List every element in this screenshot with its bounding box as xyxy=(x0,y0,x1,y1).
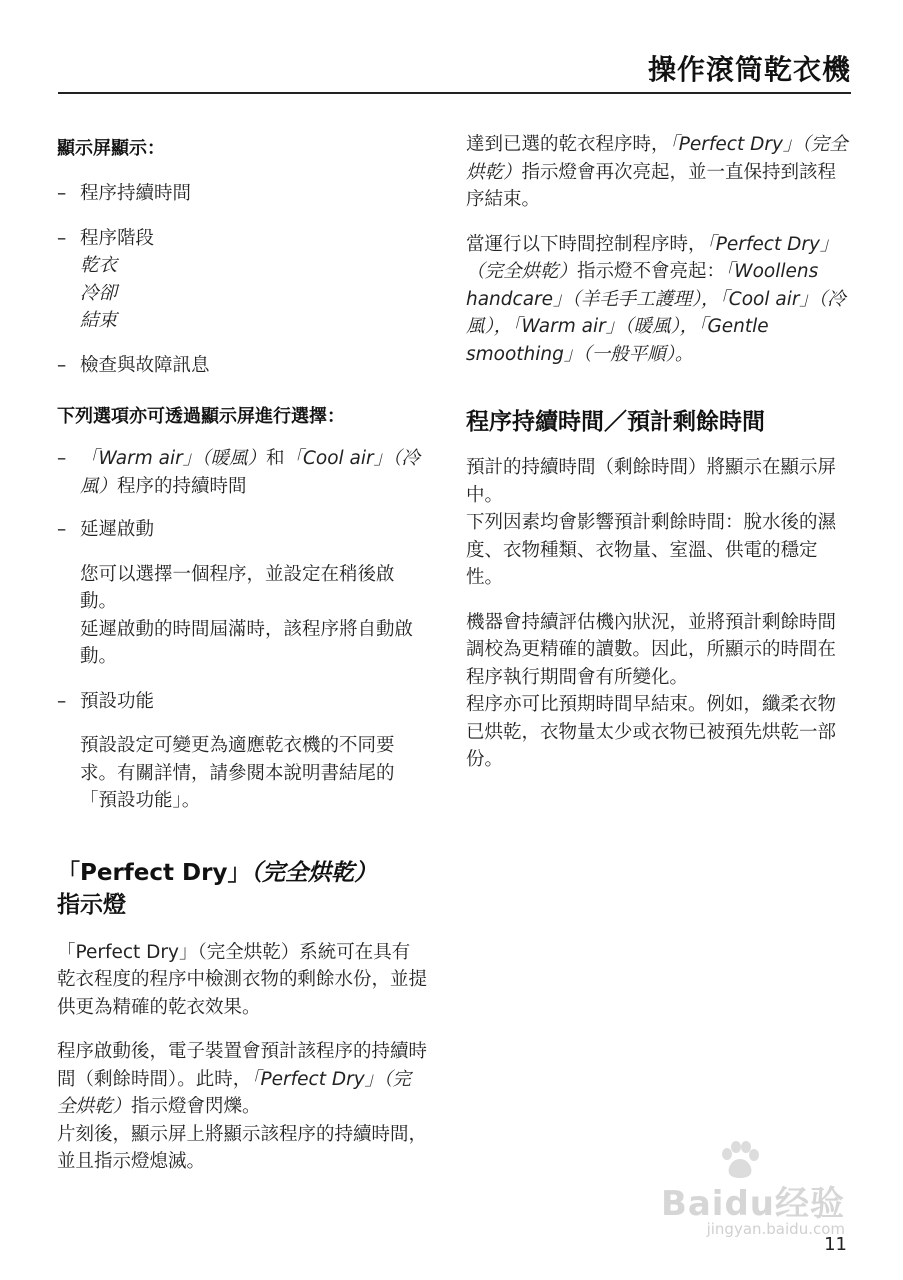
list-dash: – xyxy=(57,448,67,469)
display-item-fault: 檢查與故障訊息 xyxy=(80,354,210,376)
delay-start-p1: 您可以選擇一個程序，並設定在稍後啟動。 xyxy=(80,563,395,612)
right-paragraph-5: 機器會持續評估機內狀況，並將預計剩餘時間調校為更精確的讀數。因此，所顯示的時間在程序執行期間會有所變化。 xyxy=(466,611,837,688)
rp2-text-mid: 指示燈不會亮起： xyxy=(577,261,726,282)
pd-p2-text: 程序啟動後，電子裝置會預計該程序的持續時間（剩餘時間）。此時， xyxy=(57,1041,428,1090)
right-paragraph-2 xyxy=(466,231,852,369)
option-presets: 預設功能 xyxy=(80,690,155,712)
phase-drying: 乾衣 xyxy=(80,255,118,276)
list-item xyxy=(57,445,427,500)
rp2-program-list: 「Woollens handcare」（羊毛手工護理），「Cool air」（冷風），「Warm air」（暖風），「Gentle smoothing」（一般平順）。 xyxy=(466,261,846,365)
page-number: 11 xyxy=(824,1234,847,1255)
rp1-text-end: 指示燈會再次亮起，並一直保持到該程序結束。 xyxy=(466,161,837,210)
pd-p2-text-end: 指示燈會閃爍。 xyxy=(131,1096,261,1117)
list-dash: – xyxy=(57,519,67,540)
presets-p1: 預設設定可變更為適應乾衣機的不同要求。有關詳情，請參閱本說明書結尾的「預設功能」。 xyxy=(80,735,395,811)
list-dash: – xyxy=(57,227,67,249)
pd-heading-b: （完全烘乾） xyxy=(250,859,377,886)
pd-paragraph-3: 片刻後，顯示屏上將顯示該程序的持續時間，並且指示燈熄滅。 xyxy=(57,1123,428,1172)
left-column xyxy=(57,130,427,1176)
paw-icon xyxy=(717,1140,763,1180)
options-heading: 下列選項亦可透過顯示屏進行選擇： xyxy=(57,406,345,427)
list-dash: – xyxy=(57,354,67,376)
list-dash: – xyxy=(57,690,67,712)
option-conj: 和 xyxy=(265,448,285,469)
pd-paragraph-2 xyxy=(57,1038,427,1121)
rp1-italic: 「Perfect Dry」（完全烘乾） xyxy=(466,134,848,183)
list-item xyxy=(57,225,427,335)
duration-heading: 程序持續時間／預計剩餘時間 xyxy=(466,409,765,435)
pd-p2-italic: 「Perfect Dry」（完全烘乾） xyxy=(57,1068,411,1117)
perfect-dry-heading xyxy=(57,857,427,921)
phase-end: 結束 xyxy=(80,310,118,331)
header-rule xyxy=(58,92,851,94)
option-delay-start: 延遲啟動 xyxy=(80,519,155,540)
watermark-main: Baidu经验 xyxy=(660,1184,845,1224)
display-item-phase: 程序階段 xyxy=(80,227,155,249)
right-paragraph-4: 下列因素均會影響預計剩餘時間：脫水後的濕度、衣物種類、衣物量、室溫、供電的穩定性。 xyxy=(466,512,837,588)
list-item xyxy=(57,180,427,208)
option-cool-air: 「Cool air」（冷風） xyxy=(80,448,420,497)
right-paragraph-3: 預計的持續時間（剩餘時間）將顯示在顯示屏中。 xyxy=(466,457,837,506)
pd-heading-line2: 指示燈 xyxy=(57,891,126,918)
right-column xyxy=(466,131,852,774)
display-item-duration: 程序持續時間 xyxy=(80,183,192,204)
pd-heading-a: 「Perfect Dry」 xyxy=(57,859,251,886)
option-duration-text: 程序的持續時間 xyxy=(117,475,247,497)
rp2-italic: 「Perfect Dry」（完全烘乾） xyxy=(466,233,839,282)
list-item xyxy=(57,688,427,716)
delay-start-p2: 延遲啟動的時間屆滿時，該程序將自動啟動。 xyxy=(80,618,414,667)
watermark-url: jingyan.baidu.com xyxy=(706,1220,845,1238)
option-warm-air: 「Warm air」（暖風） xyxy=(80,448,266,469)
rp2-text: 當運行以下時間控制程序時， xyxy=(466,233,707,255)
pd-paragraph-1: 「Perfect Dry」（完全烘乾）系統可在具有乾衣程度的程序中檢測衣物的剩餘水份，並提供更為精確的乾衣效果。 xyxy=(57,941,428,1018)
right-paragraph-1 xyxy=(466,131,852,214)
list-dash: – xyxy=(57,183,67,204)
phase-cooling: 冷卻 xyxy=(80,282,118,304)
right-paragraph-6: 程序亦可比預期時間早結束。例如，纖柔衣物已烘乾，衣物量太少或衣物已被預先烘乾一部份。 xyxy=(466,694,837,770)
page-header-title: 操作滾筒乾衣機 xyxy=(647,53,851,86)
list-item xyxy=(57,352,427,380)
baidu-watermark xyxy=(645,1140,845,1240)
display-heading: 顯示屏顯示： xyxy=(57,138,165,159)
list-item xyxy=(57,516,427,544)
rp1-text: 達到已選的乾衣程序時， xyxy=(466,134,670,155)
